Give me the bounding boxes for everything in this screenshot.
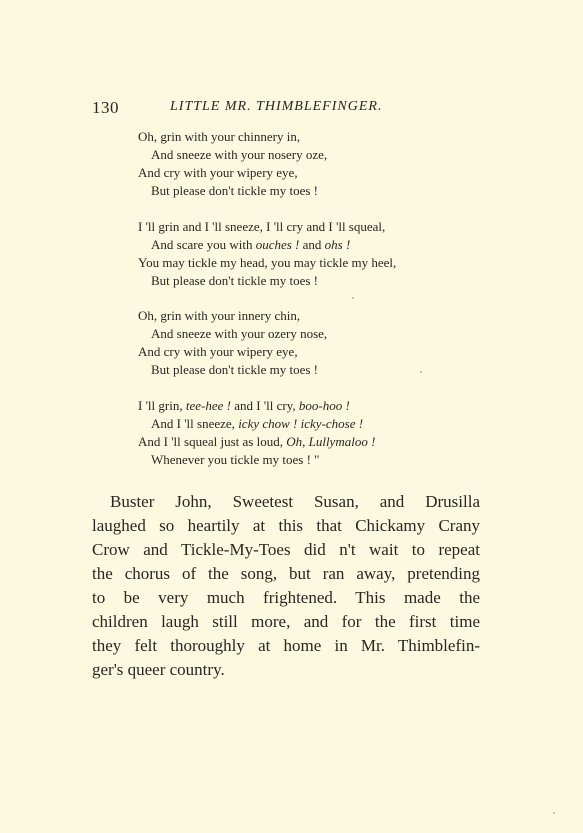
- poem-text: I 'll grin and I 'll sneeze, I 'll cry and I 'll squeal,: [138, 218, 386, 234]
- poem-line: [138, 146, 478, 164]
- poem-italic-text: tee-hee !: [185, 397, 231, 413]
- poem-text: And cry with your wipery eye,: [138, 165, 298, 180]
- poem-text: You may tickle my head, you may tickle my heel,: [138, 254, 397, 270]
- poem-italic-text: icky chow !: [238, 415, 298, 431]
- poem-text: Whenever you tickle my toes ! ": [151, 451, 320, 467]
- poem-line: [138, 433, 478, 451]
- poem-text: And I 'll sneeze,: [151, 415, 239, 431]
- poem-text: Oh, grin with your innery chin,: [138, 308, 301, 323]
- poem-italic-text: boo-hoo !: [298, 397, 350, 413]
- prose-paragraph: [92, 490, 480, 682]
- poem-line: [138, 218, 478, 236]
- poem-text: and I 'll cry,: [230, 397, 299, 413]
- poem-line: [138, 361, 478, 379]
- poem-text: But please don't tickle my toes !: [151, 272, 318, 288]
- poem-line: [138, 451, 478, 469]
- paper-speck: [420, 371, 422, 373]
- poem-line: [138, 325, 478, 343]
- poem-text: and: [299, 236, 325, 252]
- poem-italic-text: ohs !: [324, 236, 351, 252]
- poem-line: [138, 343, 478, 361]
- paper-speck: [352, 297, 354, 299]
- poem-text: And I 'll squeal just as loud,: [138, 433, 287, 449]
- paper-speck: [553, 812, 555, 814]
- poem-text: But please don't tickle my toes !: [151, 183, 318, 198]
- poem-line: [138, 254, 478, 272]
- prose-line: Buster John, Sweetest Susan, and Drusilla: [110, 492, 480, 511]
- prose-line: Crow and Tickle-My-Toes did n't wait to repeat: [92, 540, 480, 559]
- poem-stanza: [138, 307, 478, 379]
- poem-italic-text: Oh, Lullymaloo !: [286, 433, 376, 449]
- poem-text: I 'll grin,: [138, 397, 186, 413]
- prose-line: laughed so heartily at this that Chickamy Crany: [92, 516, 480, 535]
- poem-text: But please don't tickle my toes !: [151, 362, 318, 377]
- poem-line: [138, 236, 478, 254]
- poem-text: And scare you with: [151, 236, 256, 252]
- poem-stanza: [138, 128, 478, 200]
- running-title: LITTLE MR. THIMBLEFINGER.: [170, 99, 383, 114]
- poem-text: And cry with your wipery eye,: [138, 344, 298, 359]
- poem-stanza: [138, 397, 478, 469]
- poem-line: [138, 182, 478, 200]
- poem-italic-text: ouches !: [255, 236, 300, 252]
- poem-text: Oh, grin with your chinnery in,: [138, 129, 301, 144]
- poem-italic-text: icky-chose !: [300, 415, 364, 431]
- page-number: 130: [92, 98, 119, 117]
- poem-line: [138, 397, 478, 415]
- poem-line: [138, 307, 478, 325]
- prose-line: ger's queer country.: [92, 660, 225, 679]
- poem: [138, 128, 478, 486]
- prose-line: they felt thoroughly at home in Mr. Thimblefin-: [92, 636, 480, 655]
- poem-text: And sneeze with your ozery nose,: [151, 326, 328, 341]
- poem-stanza: [138, 218, 478, 290]
- prose-line: children laugh still more, and for the first time: [92, 612, 480, 631]
- poem-text: And sneeze with your nosery oze,: [151, 147, 328, 162]
- prose-line: to be very much frightened. This made the: [92, 588, 480, 607]
- poem-line: [138, 415, 478, 433]
- prose-line: the chorus of the song, but ran away, pretending: [92, 564, 480, 583]
- page-header: [92, 98, 432, 120]
- poem-line: [138, 272, 478, 290]
- poem-line: [138, 164, 478, 182]
- poem-line: [138, 128, 478, 146]
